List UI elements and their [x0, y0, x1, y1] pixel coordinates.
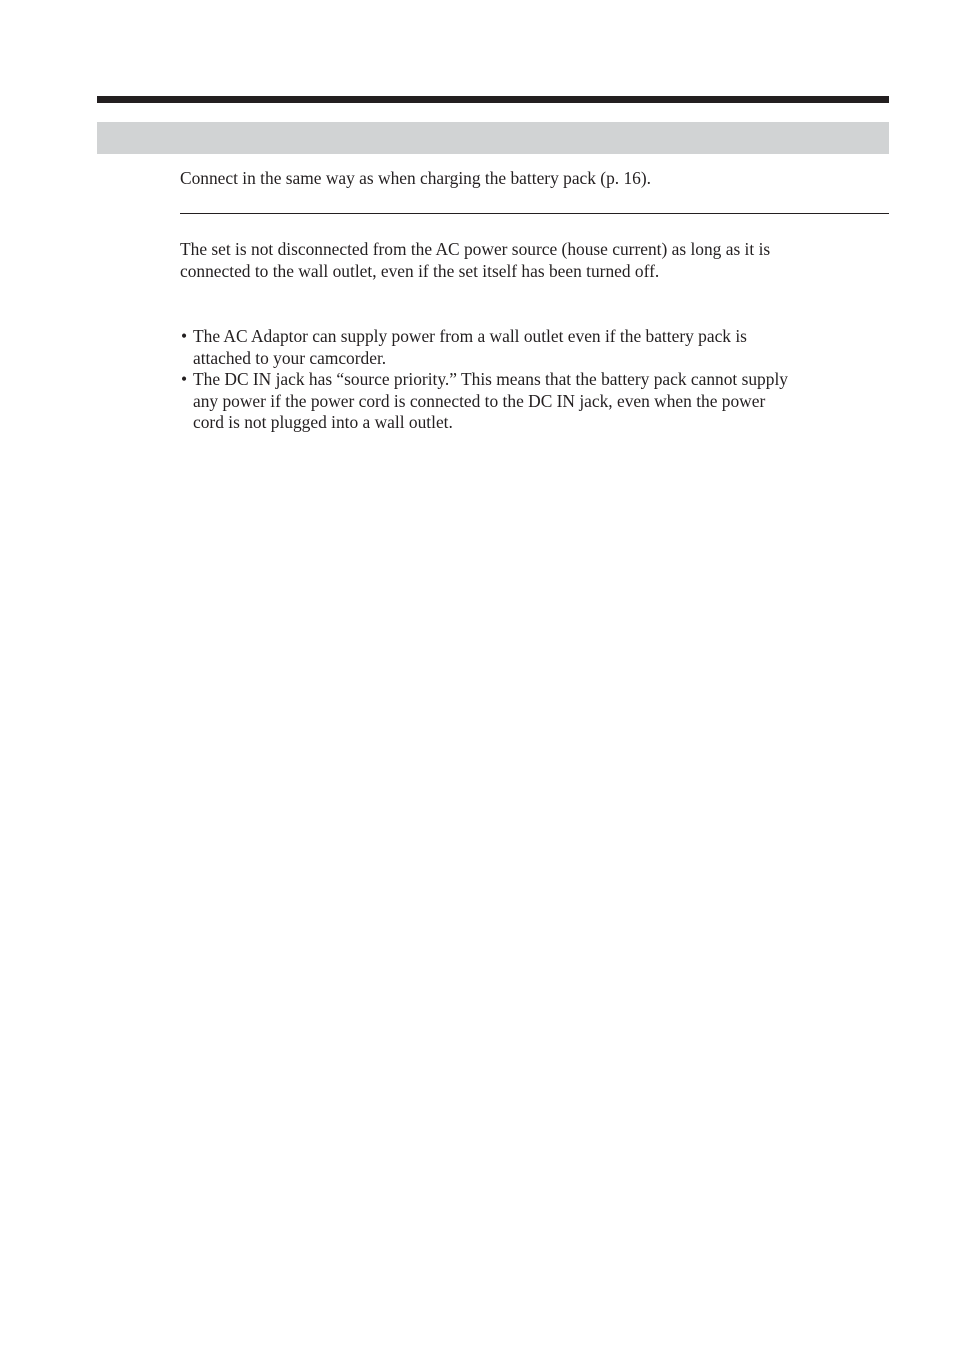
notes-list: [180, 326, 889, 434]
caution-text: [180, 239, 889, 282]
note-line: any power if the power cord is connected to the DC IN jack, even when the power: [193, 390, 766, 411]
note-line: attached to your camcorder.: [193, 347, 387, 368]
section-heading-band: [97, 122, 889, 154]
caution-line: connected to the wall outlet, even if the set itself has been turned off.: [180, 260, 660, 281]
note-line: cord is not plugged into a wall outlet.: [193, 412, 453, 432]
note-item: [180, 326, 889, 369]
caution-line: The set is not disconnected from the AC power source (house current) as long as it is: [180, 239, 771, 259]
note-item: [180, 369, 889, 434]
note-line: The AC Adaptor can supply power from a wall outlet even if the battery pack is: [193, 326, 747, 346]
connect-instruction: Connect in the same way as when charging the battery pack (p. 16).: [180, 168, 652, 188]
note-line: The DC IN jack has “source priority.” This means that the battery pack cannot supply: [193, 369, 788, 389]
top-rule: [97, 96, 889, 103]
section-divider: [180, 213, 889, 214]
bullet-icon: •: [181, 369, 188, 389]
bullet-icon: •: [181, 326, 188, 346]
